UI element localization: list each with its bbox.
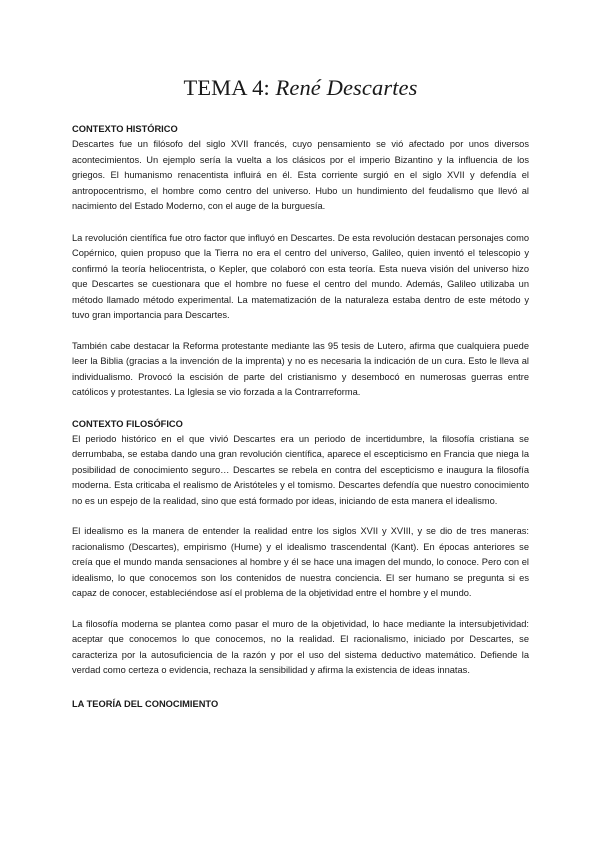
paragraph-historical-3: También cabe destacar la Reforma protestante mediante las 95 tesis de Lutero, afirma que cualquiera puede leer la Biblia (gracias a la invención de la imprenta) y no es necesaria la indicación de un cura. Esto le lleva al individualismo. Provocó la escisión de parte del cristianismo y desembocó en numerosas guerras entre católicos y protestantes. La Iglesia se vio forzada a la Contrarreforma.	[72, 340, 529, 397]
title-name: René Descartes	[275, 75, 418, 100]
section-heading-historical: CONTEXTO HISTÓRICO	[72, 124, 178, 134]
paragraph-historical-2: La revolución científica fue otro factor que influyó en Descartes. De esta revolución destacan personajes como Copérnico, quien propuso que la Tierra no era el centro del universo, Galileo, quien inventó el telescopio y confirmó la teoría heliocentrista, o Kepler, que colaboró con esta teoría. Esta nueva visión del universo hizo que Descartes se cuestionara que el hombre no fuese el centro del mundo. Además, Galileo utilizaba un método llamado método experimental. La matematización de la naturaleza estaba dentro de este método y tuvo gran importancia para Descartes.	[72, 232, 529, 320]
page-title	[72, 74, 529, 102]
title-prefix: TEMA 4:	[183, 75, 276, 100]
paragraph-philosophical-3: La filosofía moderna se plantea como pasar el muro de la objetividad, lo hace mediante la intersubjetividad: aceptar que conocemos lo que conocemos, no la realidad. El racionalismo, iniciado por Descartes, se caracteriza por la autosuficiencia de la razón y por el uso del sistema deductivo matemático. Defiende la verdad como certeza o evidencia, rechaza la sensibilidad y afirma la existencia de ideas innatas.	[72, 618, 529, 675]
section-heading-philosophical: CONTEXTO FILOSÓFICO	[72, 418, 183, 429]
paragraph-historical-1: Descartes fue un filósofo del siglo XVII francés, cuyo pensamiento se vió afectado por unos diversos acontecimientos. Un ejemplo sería la vuelta a los clásicos por el imperio Bizantino y la influencia de los griegos. El humanismo renacentista influirá en él. Esta corriente surgió en el siglo XVII y defendía el antropocentrismo, el hombre como centro del universo. Hubo un hundimiento del feudalismo que llevó al nacimiento del Estado Moderno, con el auge de la burguesía.	[72, 139, 529, 211]
paragraph-philosophical-1: El periodo histórico en el que vivió Descartes era un periodo de incertidumbre, la filosofía cristiana se derrumbaba, se estaba dando una gran revolución científica, aparece el escepticismo en Francia que niega la posibilidad de conocimiento seguro… Descartes se rebela en contra del escepticismo e inaugura la filosofía moderna. Esta criticaba el realismo de Aristóteles y el tomismo. Descartes defendía que nuestro conocimiento no es un espejo de la realidad, sino que está formado por ideas, iniciando de esta manera el idealismo.	[72, 433, 529, 506]
document-page	[72, 0, 529, 710]
section-heading-knowledge: LA TEORÍA DEL CONOCIMIENTO	[72, 698, 219, 709]
paragraph-philosophical-2: El idealismo es la manera de entender la realidad entre los siglos XVII y XVIII, y se dio de tres maneras: racionalismo (Descartes), empirismo (Hume) y el idealismo trascendental (Kant). En épocas anteriores se creía que el mundo manda sensaciones al hombre y él se hace una imagen del mundo, lo conoce. Pero con el idealismo, lo que conocemos son los contenidos de nuestra conciencia. El ser humano se pregunta si es capaz de conocer, estableciéndose así el problema de la objetividad entre el hombre y el mundo.	[72, 526, 529, 598]
